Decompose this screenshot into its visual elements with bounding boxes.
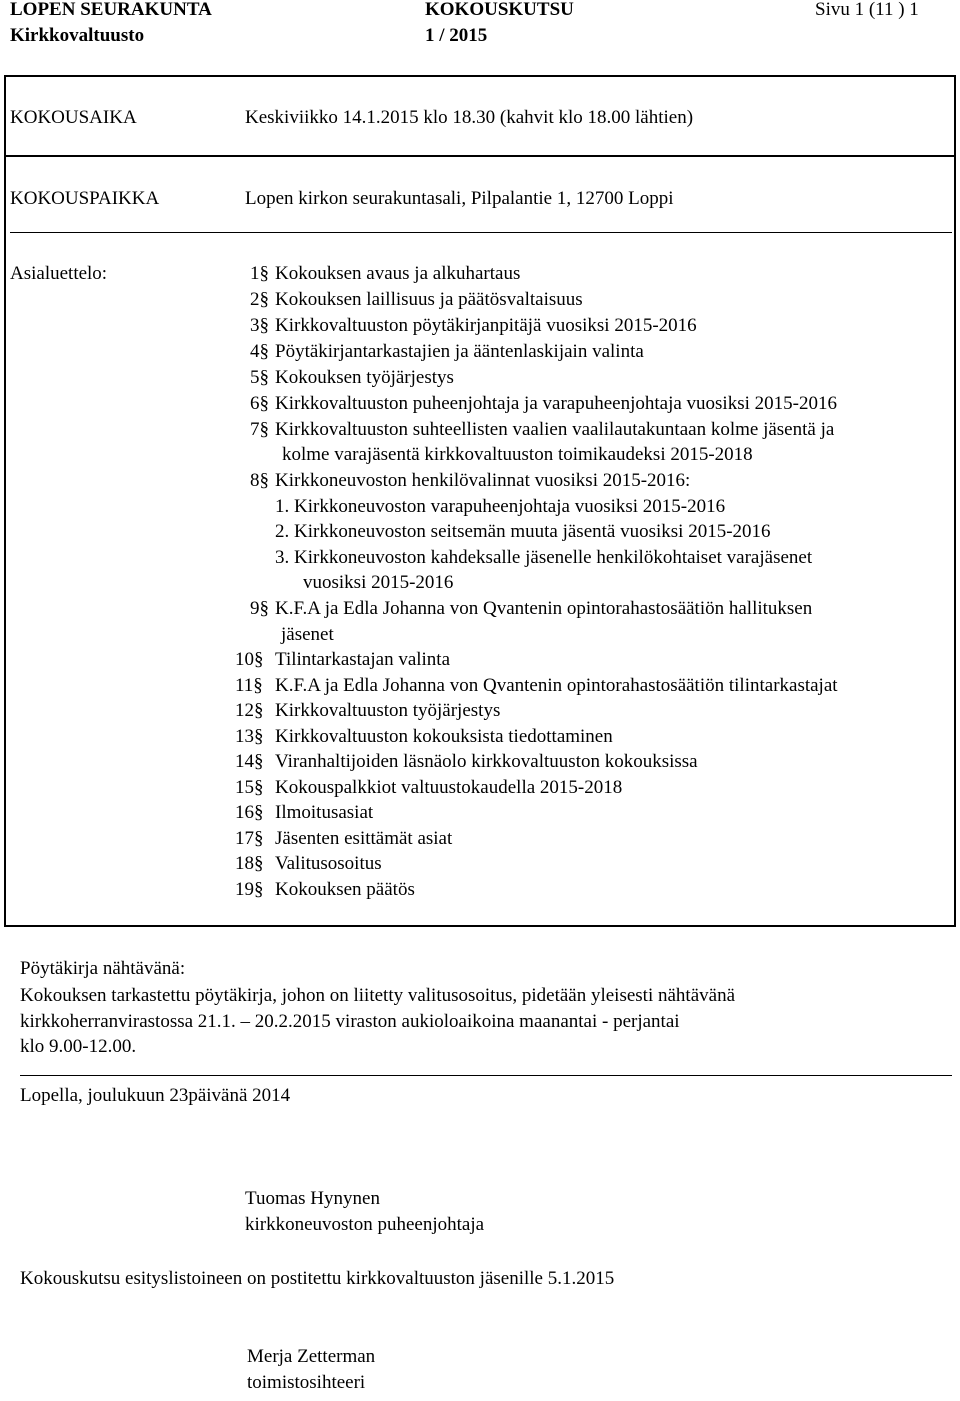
place-label: KOKOUSPAIKKA xyxy=(10,188,160,209)
notice-line-2: kirkkoherranvirastossa 21.1. – 20.2.2015 viraston aukioloaikoina maanantai - perjantai xyxy=(20,1011,680,1032)
agenda-item-number: 4§ xyxy=(250,341,269,362)
agenda-item-number: 15§ xyxy=(235,777,264,798)
agenda-item-text: Kokouksen päätös xyxy=(275,879,415,900)
agenda-item-text: Tilintarkastajan valinta xyxy=(275,649,451,670)
place-value: Lopen kirkon seurakuntasali, Pilpalantie 1, 12700 Loppi xyxy=(245,188,674,209)
agenda-item-number: 17§ xyxy=(235,828,264,849)
agenda-sub-item: 3. Kirkkoneuvoston kahdeksalle jäsenelle henkilökohtaiset varajäsenet xyxy=(275,547,813,568)
agenda-item-text: Valitusosoitus xyxy=(275,853,382,874)
signer-name: Tuomas Hynynen xyxy=(245,1188,380,1209)
time-divider xyxy=(4,155,956,157)
agenda-item-number: 3§ xyxy=(250,315,269,336)
agenda-item-text: Kokouksen avaus ja alkuhartaus xyxy=(275,263,521,284)
meeting-title: KOKOUSKUTSU xyxy=(425,0,574,20)
agenda-item-text: Kirkkovaltuuston pöytäkirjanpitäjä vuosiksi 2015-2016 xyxy=(275,315,697,336)
agenda-item-text: Jäsenten esittämät asiat xyxy=(275,828,453,849)
agenda-item-text: Kokouksen työjärjestys xyxy=(275,367,454,388)
agenda-item-text: Kirkkovaltuuston työjärjestys xyxy=(275,700,501,721)
meeting-number: 1 / 2015 xyxy=(425,25,488,46)
frame-left xyxy=(4,75,6,927)
agenda-item-text: Ilmoitusasiat xyxy=(275,802,374,823)
agenda-item-text: Kokouksen laillisuus ja päätösvaltaisuus xyxy=(275,289,583,310)
agenda-item-number: 5§ xyxy=(250,367,269,388)
agenda-item-number: 14§ xyxy=(235,751,264,772)
agenda-item-text: Kirkkovaltuuston suhteellisten vaalien vaalilautakuntaan kolme jäsentä ja xyxy=(275,419,835,440)
agenda-item-number: 2§ xyxy=(250,289,269,310)
notice-divider xyxy=(20,1075,952,1076)
secretary-name: Merja Zetterman xyxy=(247,1346,376,1367)
agenda-label: Asialuettelo: xyxy=(10,263,108,284)
agenda-item-number: 7§ xyxy=(250,419,269,440)
agenda-item-number: 6§ xyxy=(250,393,269,414)
time-value: Keskiviikko 14.1.2015 klo 18.30 (kahvit klo 18.00 lähtien) xyxy=(245,107,694,128)
notice-heading: Pöytäkirja nähtävänä: xyxy=(20,958,186,979)
agenda-item-number: 8§ xyxy=(250,470,269,491)
agenda-item-text: Kirkkovaltuuston puheenjohtaja ja varapuheenjohtaja vuosiksi 2015-2016 xyxy=(275,393,837,414)
signer-title: kirkkoneuvoston puheenjohtaja xyxy=(245,1214,485,1235)
agenda-bottom xyxy=(4,925,956,927)
notice-line-1: Kokouksen tarkastettu pöytäkirja, johon on liitetty valitusosoitus, pidetään yleisesti nähtävänä xyxy=(20,985,735,1006)
agenda-sub-item: 2. Kirkkoneuvoston seitsemän muuta jäsentä vuosiksi 2015-2016 xyxy=(275,521,771,542)
agenda-item-number: 9§ xyxy=(250,598,269,619)
agenda-item-text: Kirkkoneuvoston henkilövalinnat vuosiksi 2015-2016: xyxy=(275,470,691,491)
agenda-item-continuation: vuosiksi 2015-2016 xyxy=(303,572,454,593)
agenda-sub-item: 1. Kirkkoneuvoston varapuheenjohtaja vuosiksi 2015-2016 xyxy=(275,496,726,517)
agenda-item-number: 10§ xyxy=(235,649,264,670)
notice-line-3: klo 9.00-12.00. xyxy=(20,1036,137,1057)
agenda-item-text: Pöytäkirjantarkastajien ja ääntenlaskijain valinta xyxy=(275,341,644,362)
agenda-item-text: Viranhaltijoiden läsnäolo kirkkovaltuuston kokouksissa xyxy=(275,751,698,772)
time-label: KOKOUSAIKA xyxy=(10,107,137,128)
agenda-item-number: 11§ xyxy=(235,675,263,696)
body-name: Kirkkovaltuusto xyxy=(10,25,145,46)
agenda-item-number: 19§ xyxy=(235,879,264,900)
mailed-note: Kokouskutsu esityslistoineen on postitettu kirkkovaltuuston jäsenille 5.1.2015 xyxy=(20,1268,615,1289)
agenda-item-number: 1§ xyxy=(250,263,269,284)
agenda-item-number: 13§ xyxy=(235,726,264,747)
agenda-item-continuation: kolme varajäsentä kirkkovaltuuston toimikaudeksi 2015-2018 xyxy=(282,444,753,465)
header-divider xyxy=(4,75,956,77)
page-number: Sivu 1 (11 ) 1 xyxy=(815,0,919,20)
agenda-item-continuation: jäsenet xyxy=(281,624,334,645)
place-divider xyxy=(10,232,952,233)
frame-right xyxy=(954,75,956,927)
agenda-item-number: 18§ xyxy=(235,853,264,874)
agenda-item-text: K.F.A ja Edla Johanna von Qvantenin opintorahastosäätiön tilintarkastajat xyxy=(275,675,838,696)
agenda-item-text: Kokouspalkkiot valtuustokaudella 2015-2018 xyxy=(275,777,623,798)
agenda-item-number: 16§ xyxy=(235,802,264,823)
place-date: Lopella, joulukuun 23päivänä 2014 xyxy=(20,1085,291,1106)
agenda-item-number: 12§ xyxy=(235,700,264,721)
agenda-item-text: Kirkkovaltuuston kokouksista tiedottaminen xyxy=(275,726,613,747)
agenda-item-text: K.F.A ja Edla Johanna von Qvantenin opintorahastosäätiön hallituksen xyxy=(275,598,813,619)
secretary-title: toimistosihteeri xyxy=(247,1372,366,1393)
org-name: LOPEN SEURAKUNTA xyxy=(10,0,212,20)
